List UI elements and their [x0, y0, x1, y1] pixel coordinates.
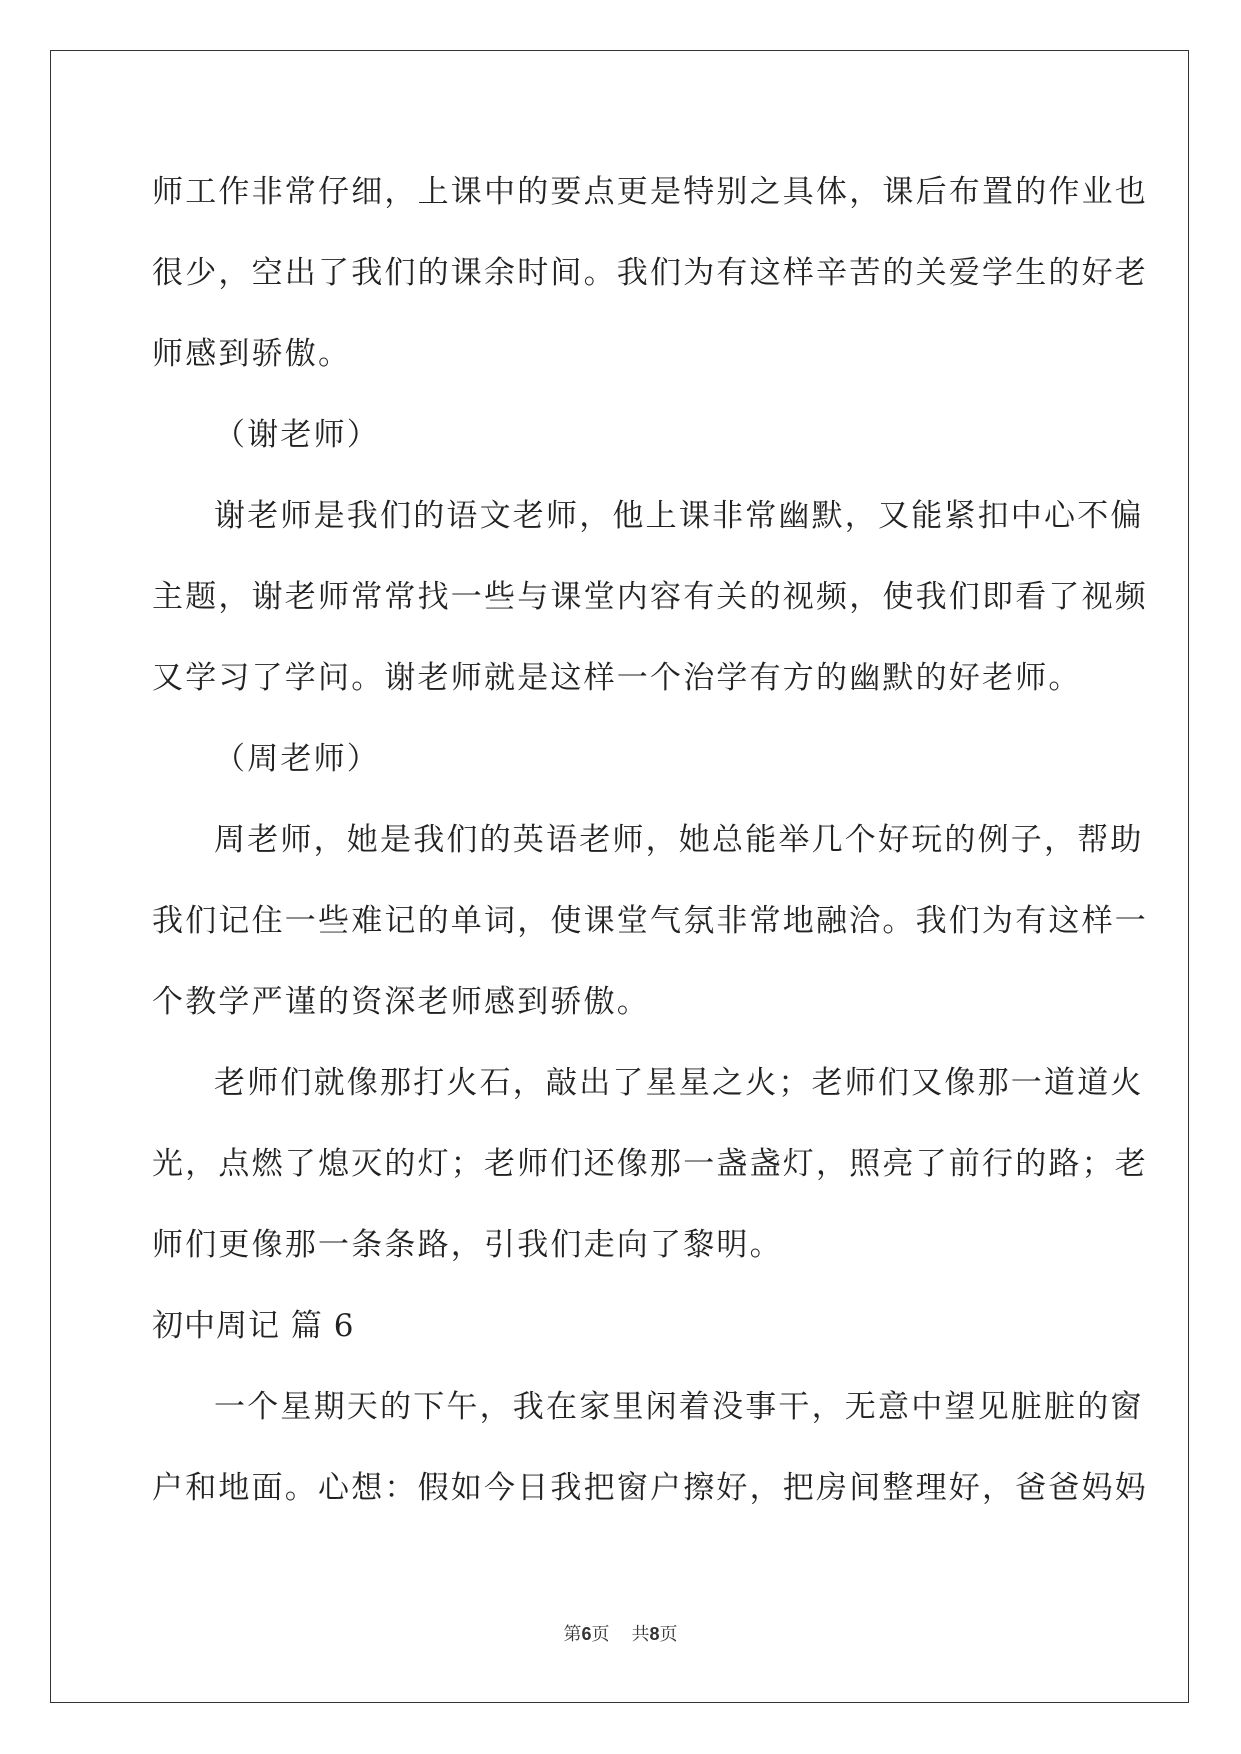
footer-total-unit: 页: [659, 1624, 678, 1645]
body-line: 谢老师是我们的语文老师，他上课非常幽默，又能紧扣中心不偏: [214, 498, 1144, 534]
body-line: 光，点燃了熄灭的灯；老师们还像那一盏盏灯，照亮了前行的路；老: [152, 1146, 1148, 1182]
body-line: 很少，空出了我们的课余时间。我们为有这样辛苦的关爱学生的好老: [152, 255, 1148, 291]
footer-prefix: 第: [563, 1624, 582, 1645]
body-line: 老师们就像那打火石，敲出了星星之火；老师们又像那一道道火: [214, 1065, 1144, 1101]
body-line: 周老师，她是我们的英语老师，她总能举几个好玩的例子，帮助: [214, 822, 1144, 858]
page-footer: [0, 1620, 1241, 1646]
footer-page-unit: 页: [591, 1624, 610, 1645]
section-heading: 初中周记 篇 6: [152, 1308, 355, 1344]
body-line: 师们更像那一条条路，引我们走向了黎明。: [152, 1227, 783, 1263]
body-line: 我们记住一些难记的单词，使课堂气氛非常地融洽。我们为有这样一: [152, 903, 1148, 939]
body-line: 师感到骄傲。: [152, 336, 352, 372]
body-line: 师工作非常仔细，上课中的要点更是特别之具体，课后布置的作业也: [152, 174, 1148, 210]
section-label-xie: （谢老师）: [214, 417, 380, 453]
total-pages-number: 8: [649, 1624, 660, 1644]
body-line: 个教学严谨的资深老师感到骄傲。: [152, 984, 650, 1020]
section-label-zhou: （周老师）: [214, 741, 380, 777]
body-line: 户和地面。心想：假如今日我把窗户擦好，把房间整理好，爸爸妈妈: [152, 1470, 1148, 1506]
body-line: 又学习了学问。谢老师就是这样一个治学有方的幽默的好老师。: [152, 660, 1082, 696]
current-page-number: 6: [581, 1624, 592, 1644]
footer-total-prefix: 共: [631, 1624, 650, 1645]
document-body: [152, 162, 1148, 1539]
body-line: 一个星期天的下午，我在家里闲着没事干，无意中望见脏脏的窗: [214, 1389, 1144, 1425]
body-line: 主题，谢老师常常找一些与课堂内容有关的视频，使我们即看了视频: [152, 579, 1148, 615]
